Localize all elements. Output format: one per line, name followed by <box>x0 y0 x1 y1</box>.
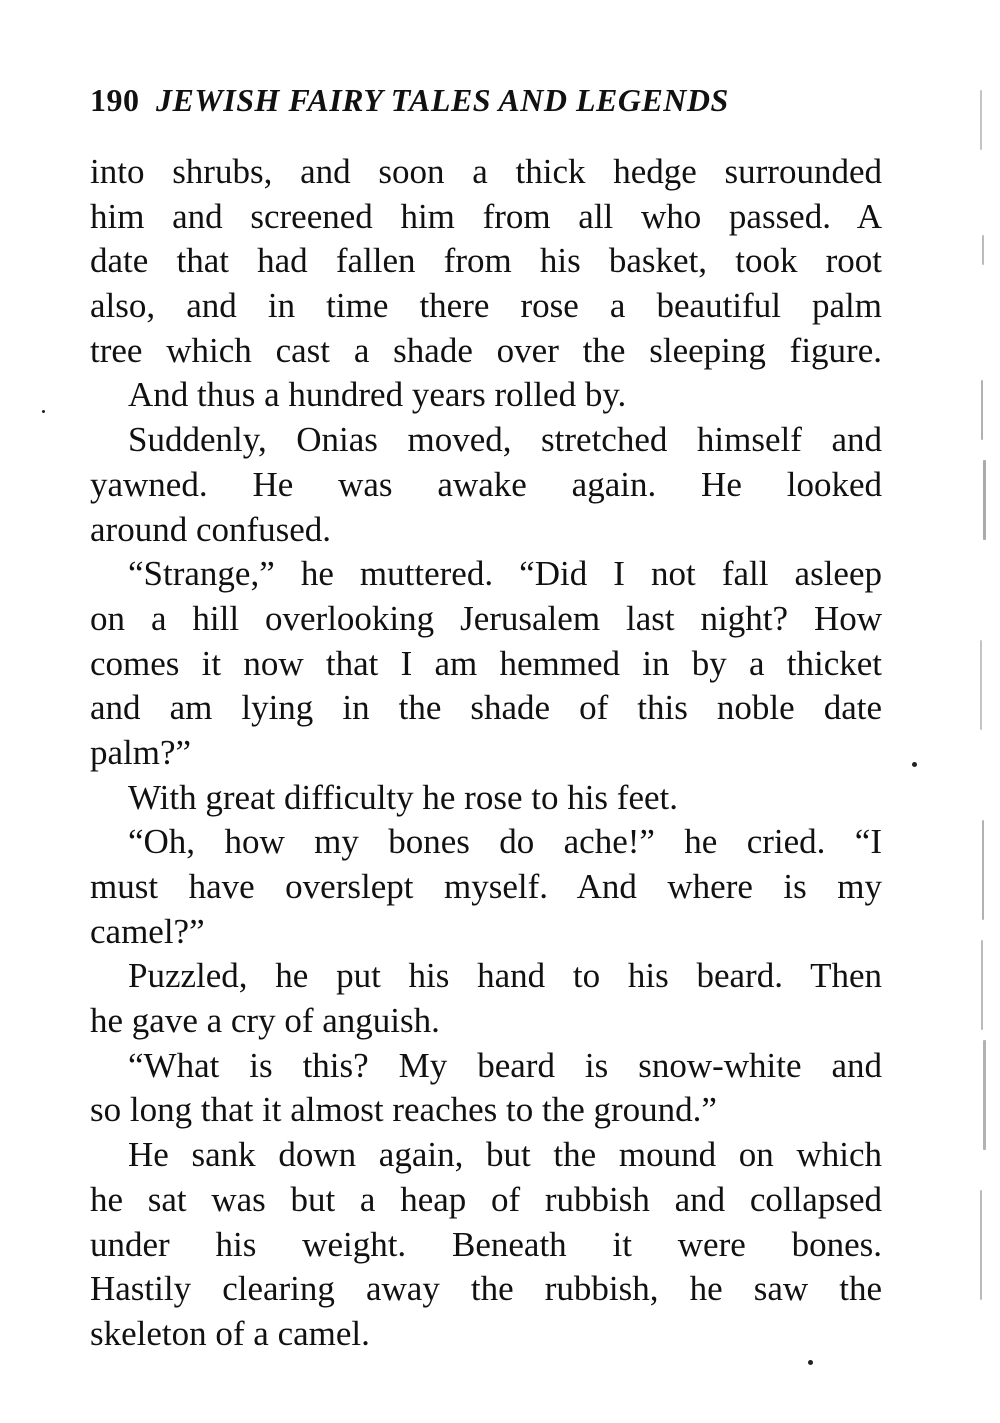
scan-speck <box>42 410 45 413</box>
running-header <box>90 82 880 119</box>
text-line: he gave a cry of anguish. <box>90 1001 440 1041</box>
text-line: around confused. <box>90 509 332 549</box>
scan-speck <box>912 762 917 767</box>
text-line: Puzzled, he put his hand to his beard. Then <box>128 956 882 996</box>
page-number: 190 <box>90 82 140 118</box>
text-line: palm?” <box>90 732 192 772</box>
text-line: camel?” <box>90 911 205 951</box>
text-line: must have overslept myself. And where is my <box>90 867 882 906</box>
text-line: “What is this? My beard is snow-white and <box>128 1045 882 1085</box>
text-line: With great difficulty he rose to his feet. <box>128 777 679 817</box>
text-line: comes it now that I am hemmed in by a thicket <box>90 643 882 683</box>
text-line: And thus a hundred years rolled by. <box>128 375 627 415</box>
text-line: “Oh, how my bones do ache!” he cried. “I <box>128 822 882 862</box>
text-line: date that had fallen from his basket, took root <box>90 241 882 281</box>
text-line: he sat was but a heap of rubbish and collapsed <box>90 1179 882 1219</box>
text-line: him and screened him from all who passed. A <box>90 196 882 236</box>
text-line: skeleton of a camel. <box>90 1313 370 1353</box>
text-line: also, and in time there rose a beautiful palm <box>90 286 882 326</box>
text-line: He sank down again, but the mound on which <box>128 1135 882 1175</box>
text-line: into shrubs, and soon a thick hedge surrounded <box>90 152 882 191</box>
text-line: on a hill overlooking Jerusalem last night? How <box>90 598 882 638</box>
text-line: “Strange,” he muttered. “Did I not fall asleep <box>128 554 882 594</box>
text-line: under his weight. Beneath it were bones. <box>90 1224 882 1264</box>
text-line: yawned. He was awake again. He looked <box>90 464 882 504</box>
scan-margin-noise <box>968 80 992 1320</box>
text-line: Suddenly, Onias moved, stretched himself and <box>128 420 882 460</box>
scan-speck <box>808 1360 813 1365</box>
running-title: JEWISH FAIRY TALES AND LEGENDS <box>156 82 729 118</box>
text-line: tree which cast a shade over the sleeping figure. <box>90 330 882 370</box>
body-text <box>90 150 882 1357</box>
text-line: so long that it almost reaches to the ground.” <box>90 1090 717 1130</box>
text-line: Hastily clearing away the rubbish, he saw the <box>90 1269 882 1309</box>
text-line: and am lying in the shade of this noble date <box>90 688 882 728</box>
